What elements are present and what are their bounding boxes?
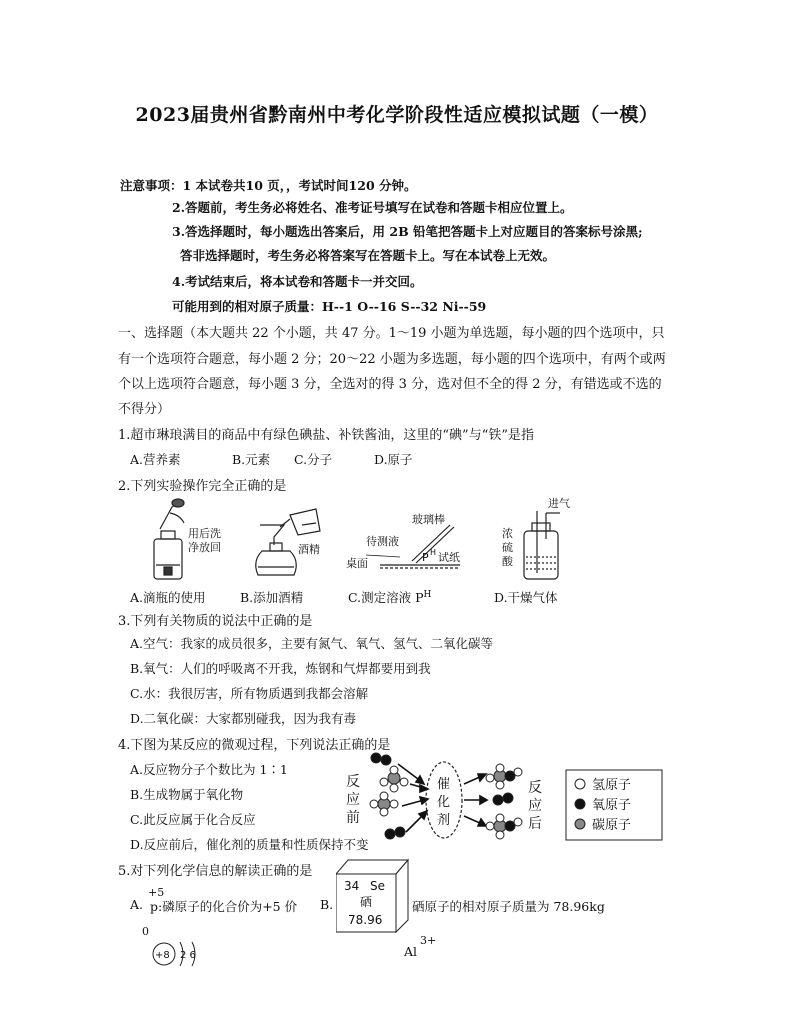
oxygen-nucleus-label: +8 xyxy=(155,950,170,961)
oxygen-shell-label: 2 6 xyxy=(180,950,196,961)
q2-option-c-text: C.测定溶液 P xyxy=(348,590,424,605)
q5-c-zero: 0 xyxy=(142,925,149,938)
q5-option-a-valence: +5 xyxy=(148,886,165,899)
product-molecules xyxy=(486,764,522,839)
after-label-3: 后 xyxy=(528,816,542,832)
fig-d-gas-label: 进气 xyxy=(548,497,570,510)
legend-hydrogen: 氢原子 xyxy=(592,778,632,793)
note-line-2: 2.答题前，考生务必将姓名、准考证号填写在试卷和答题卡相应位置上。 xyxy=(172,200,573,215)
reactant-molecules xyxy=(370,753,408,839)
fig-a-label-2: 净放回 xyxy=(188,541,221,554)
q2-option-d: D.干燥气体 xyxy=(494,590,558,605)
fig-a-label-1: 用后洗 xyxy=(188,527,221,540)
page-title: 2023届贵州省黔南州中考化学阶段性适应模拟试题（一模） xyxy=(135,104,659,126)
fig-d-acid-1: 浓 xyxy=(502,527,513,540)
se-symbol: Se xyxy=(370,879,385,893)
q1-option-d: D.原子 xyxy=(374,452,413,467)
before-label-2: 应 xyxy=(346,792,360,808)
fig-d-acid-3: 酸 xyxy=(502,555,513,568)
q4-option-b: B.生成物属于氧化物 xyxy=(130,787,244,802)
fig-b-label: 酒精 xyxy=(298,543,320,556)
q5-option-a-text: p:磷原子的化合价为+5 价 xyxy=(150,899,298,914)
product-arrows xyxy=(464,774,487,826)
section-intro-2: 有一个选项符合题意，每小题 2 分；20～22 小题为多选题，每小题的四个选项中，有两个或两 xyxy=(118,352,666,367)
q5-option-b-prefix: B. xyxy=(320,897,334,912)
q4-stem: 4.下图为某反应的微观过程，下列说法正确的是 xyxy=(118,738,391,753)
q2-option-b: B.添加酒精 xyxy=(240,590,304,605)
note-line-1: 注意事项：1 本试卷共10 页，，考试时间120 分钟。 xyxy=(120,178,417,193)
se-name: 硒 xyxy=(360,895,373,909)
q4-option-d: D.反应前后，催化剂的质量和性质保持不变 xyxy=(130,837,369,852)
q1-option-c: C.分子 xyxy=(294,452,333,467)
catalyst-label-3: 剂 xyxy=(437,813,451,828)
fig-d-acid-2: 硫 xyxy=(502,541,513,554)
q3-option-b: B.氧气：人们的呼吸离不开我，炼钢和气焊都要用到我 xyxy=(130,661,431,676)
gas-drying-bottle-icon xyxy=(524,511,560,579)
q5-option-b-text: 硒原子的相对原子质量为 78.96kg xyxy=(412,899,605,914)
se-atomic-number: 34 xyxy=(344,879,360,893)
after-label-2: 应 xyxy=(528,798,542,814)
q2-stem: 2.下列实验操作完全正确的是 xyxy=(118,479,287,494)
q5-option-a-prefix: A. xyxy=(130,897,144,912)
q5-stem: 5.对下列化学信息的解读正确的是 xyxy=(118,864,313,879)
fig-c-rod-label: 玻璃棒 xyxy=(412,513,445,526)
q3-stem: 3.下列有关物质的说法中正确的是 xyxy=(118,614,313,629)
note-line-3: 3.答选择题时，每小题选出答案后，用 2B 铅笔把答题卡上对应题目的答案标号涂黑; xyxy=(172,224,643,239)
section-intro-1: 一、选择题（本大题共 22 个小题，共 47 分。1～19 小题为单选题，每小题的四个选项中，只 xyxy=(118,326,665,341)
catalyst-label-1: 催 xyxy=(437,777,451,792)
q5-d-ion: Al xyxy=(404,944,418,959)
fig-c-paper-p: P xyxy=(422,551,429,564)
note-line-5: 可能用到的相对原子质量：H--1 O--16 S--32 Ni--59 xyxy=(172,299,487,314)
alcohol-lamp-icon xyxy=(256,509,320,575)
hydrogen-atom-icon xyxy=(575,779,585,789)
legend-oxygen: 氧原子 xyxy=(592,798,632,813)
se-mass: 78.96 xyxy=(348,913,383,927)
fig-c-liquid-label: 待测液 xyxy=(366,535,399,548)
oxygen-atom-icon xyxy=(575,799,585,809)
fig-c-paper-label: 试纸 xyxy=(438,551,460,564)
q2-option-a: A.滴瓶的使用 xyxy=(130,590,206,605)
reactant-arrows xyxy=(398,764,428,832)
q2-option-c xyxy=(348,588,431,606)
legend-carbon: 碳原子 xyxy=(592,818,632,833)
fig-c-paper-h: H xyxy=(430,548,437,557)
catalyst-label-2: 化 xyxy=(437,795,451,810)
note-line-3b: 答非选择题时，考生务必将答案写在答题卡上。写在本试卷上无效。 xyxy=(180,248,556,263)
section-intro-4: 不得分） xyxy=(118,402,171,417)
q5-d-charge: 3+ xyxy=(420,934,437,947)
q4-reaction-diagram xyxy=(340,748,676,852)
q3-option-d: D.二氧化碳：大家都别碰我，因为我有毒 xyxy=(130,711,357,726)
q1-option-b: B.元素 xyxy=(232,452,271,467)
q2-option-c-sup: H xyxy=(423,589,432,600)
note-line-4: 4.考试结束后，将本试卷和答题卡一并交回。 xyxy=(172,274,423,289)
dropper-bottle-icon xyxy=(154,499,184,579)
before-label-3: 前 xyxy=(346,810,360,826)
selenium-element-cell xyxy=(336,858,412,934)
section-intro-3: 个以上选项符合题意，每小题 3 分，全选对的得 3 分，选对但不全的得 2 分，有错选或不选的 xyxy=(118,377,662,392)
carbon-atom-icon xyxy=(575,819,585,829)
q2-apparatus-figure xyxy=(140,495,600,587)
q1-stem: 1.超市琳琅满目的商品中有绿色碘盐、补铁酱油，这里的“碘”与“铁”是指 xyxy=(118,428,534,443)
q3-option-c: C.水：我很厉害，所有物质遇到我都会溶解 xyxy=(130,686,369,701)
q4-option-c: C.此反应属于化合反应 xyxy=(130,812,256,827)
after-label-1: 反 xyxy=(528,780,542,796)
before-label-1: 反 xyxy=(346,774,360,790)
q4-option-a: A.反应物分子个数比为 1∶1 xyxy=(130,762,288,777)
q3-option-a: A.空气：我家的成员很多，主要有氮气、氧气、氢气、二氧化碳等 xyxy=(130,636,494,651)
fig-c-table-label: 桌面 xyxy=(346,557,368,570)
oxygen-atom-structure xyxy=(150,938,210,970)
q1-option-a: A.营养素 xyxy=(130,452,181,467)
